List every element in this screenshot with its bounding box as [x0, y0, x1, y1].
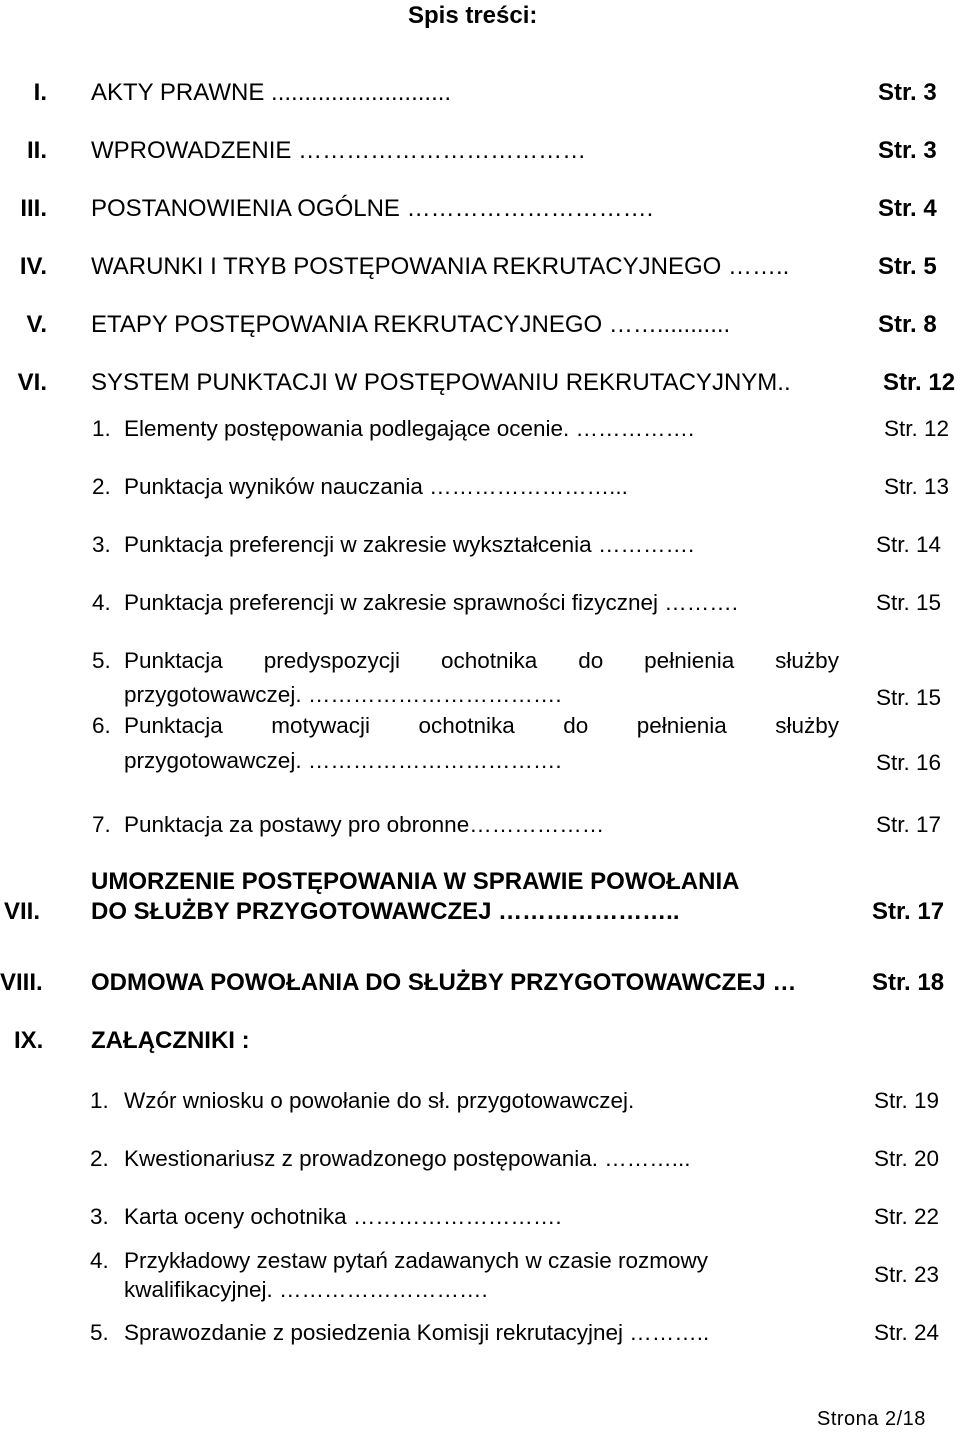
word: do — [578, 648, 604, 673]
subsection-number: 5. — [92, 648, 111, 673]
page-title: Spis treści: — [408, 2, 538, 29]
attachment-title: Wzór wniosku o powołanie do sł. przygotowawczej. — [124, 1088, 635, 1113]
section-page: Str. 3 — [878, 137, 937, 164]
attachment-title: Kwestionariusz z prowadzonego postępowania. ………... — [124, 1146, 691, 1171]
page-footer: Strona 2/18 — [817, 1408, 926, 1430]
section-page: Str. 8 — [878, 311, 937, 338]
subsection-title-line1 — [124, 648, 839, 674]
section-title: WARUNKI I TRYB POSTĘPOWANIA REKRUTACYJNEGO …….. — [91, 253, 790, 280]
word: predyspozycji — [263, 648, 401, 673]
section-title: ODMOWA POWOŁANIA DO SŁUŻBY PRZYGOTOWAWCZEJ … — [91, 969, 797, 996]
section-page: Str. 3 — [878, 79, 937, 106]
attachment-page: Str. 23 — [874, 1262, 940, 1287]
section-number: IV. — [19, 253, 47, 280]
word: Punktacja — [124, 648, 223, 673]
section-number: III. — [20, 195, 47, 222]
section-number: VI. — [17, 369, 47, 396]
attachment-number: 1. — [90, 1088, 109, 1113]
subsection-title: Punktacja preferencji w zakresie wykształcenia …………. — [124, 532, 695, 557]
attachment-title: Sprawozdanie z posiedzenia Komisji rekrutacyjnej ……….. — [124, 1320, 710, 1345]
subsection-number: 1. — [92, 416, 111, 441]
attachment-number: 3. — [90, 1204, 109, 1229]
subsection-title-line2: przygotowawczej. ……………………………. — [124, 748, 562, 773]
subsection-title-line1 — [124, 713, 839, 739]
word: Punktacja — [124, 713, 223, 738]
section-number: VIII. — [0, 969, 43, 996]
section-number: IX. — [14, 1027, 44, 1054]
section-title-line1: UMORZENIE POSTĘPOWANIA W SPRAWIE POWOŁANIA — [91, 868, 740, 895]
subsection-title: Punktacja wyników nauczania ……………………... — [124, 474, 628, 499]
attachment-page: Str. 20 — [874, 1146, 940, 1171]
subsection-number: 6. — [92, 713, 111, 738]
subsection-title: Elementy postępowania podlegające ocenie. ……………. — [124, 416, 695, 441]
word: służby — [775, 648, 839, 673]
subsection-page: Str. 13 — [884, 474, 950, 499]
section-title: WPROWADZENIE ……………………………… — [91, 137, 587, 164]
subsection-title-line2: przygotowawczej. ……………………………. — [124, 682, 562, 707]
attachment-page: Str. 22 — [874, 1204, 940, 1229]
subsection-title: Punktacja preferencji w zakresie sprawności fizycznej ………. — [124, 590, 738, 615]
word: do — [563, 713, 589, 738]
subsection-page: Str. 15 — [876, 590, 942, 615]
subsection-title: Punktacja za postawy pro obronne……………… — [124, 812, 605, 837]
subsection-number: 4. — [92, 590, 111, 615]
section-title: ETAPY POSTĘPOWANIA REKRUTACYJNEGO ……........... — [91, 311, 731, 338]
subsection-number: 3. — [92, 532, 111, 557]
section-page: Str. 5 — [878, 253, 937, 280]
section-number: VII. — [4, 898, 41, 925]
section-page: Str. 18 — [872, 969, 945, 996]
section-title: AKTY PRAWNE ........................... — [91, 79, 452, 106]
attachment-title-line2: kwalifikacyjnej. ………………………. — [124, 1277, 488, 1302]
section-number: I. — [33, 79, 47, 106]
subsection-page: Str. 15 — [876, 685, 942, 710]
section-title: POSTANOWIENIA OGÓLNE …………………………. — [91, 195, 654, 222]
section-title-line2: DO SŁUŻBY PRZYGOTOWAWCZEJ ………………….. — [91, 898, 680, 925]
section-title: SYSTEM PUNKTACJI W POSTĘPOWANIU REKRUTACYJNYM.. — [91, 369, 791, 396]
subsection-number: 2. — [92, 474, 111, 499]
subsection-page: Str. 16 — [876, 750, 942, 775]
subsection-page: Str. 14 — [876, 532, 942, 557]
subsection-page: Str. 17 — [876, 812, 942, 837]
attachment-title: Karta oceny ochotnika ………………………. — [124, 1204, 562, 1229]
attachment-number: 5. — [90, 1320, 109, 1345]
word: służby — [775, 713, 839, 738]
word: pełnienia — [644, 648, 735, 673]
attachment-page: Str. 19 — [874, 1088, 940, 1113]
section-number: V. — [26, 311, 47, 338]
section-number: II. — [26, 137, 47, 164]
section-title: ZAŁĄCZNIKI : — [91, 1027, 250, 1054]
attachment-title-line1: Przykładowy zestaw pytań zadawanych w czasie rozmowy — [124, 1248, 708, 1273]
word: motywacji — [271, 713, 371, 738]
attachment-number: 2. — [90, 1146, 109, 1171]
section-page: Str. 17 — [872, 898, 945, 925]
word: pełnienia — [636, 713, 727, 738]
subsection-page: Str. 12 — [884, 416, 950, 441]
attachment-number: 4. — [90, 1248, 109, 1273]
attachment-page: Str. 24 — [874, 1320, 940, 1345]
section-page: Str. 12 — [883, 369, 956, 396]
word: ochotnika — [440, 648, 538, 673]
section-page: Str. 4 — [878, 195, 937, 222]
subsection-number: 7. — [92, 812, 111, 837]
word: ochotnika — [418, 713, 515, 738]
